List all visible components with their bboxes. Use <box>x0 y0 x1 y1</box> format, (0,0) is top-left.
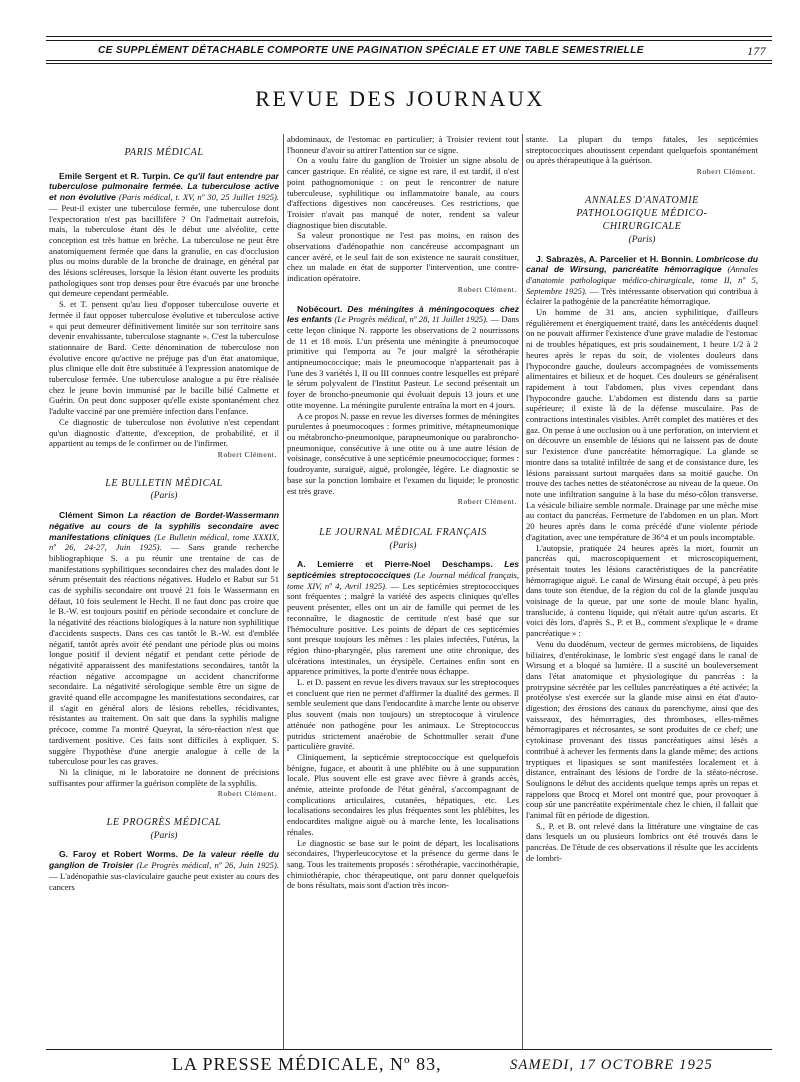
article-authors: Emile Sergent et R. Turpin. <box>59 170 171 181</box>
article-title: La réaction de Bordet-Wassermann négative au cours de la syphilis secondaire avec manifestations cliniques <box>49 510 279 542</box>
article-title: Lombricose du canal de Wirsung, pancréatite hémorragique <box>526 253 758 275</box>
journal-heading: ANNALES D'ANATOMIE PATHOLOGIQUE MÉDICO-CHIRURGICALE <box>576 194 708 232</box>
journal-city: (Paris) <box>150 491 178 502</box>
article-paragraph: S., P. et B. ont relevé dans la littérature une vingtaine de cas dans lesquels un ou plusieurs lombrics ont été trouvés dans le pancréas. De l'étude de ces observations il résulte que les accidents de lombri- <box>526 820 758 863</box>
article-paragraph: Venu du duodénum, vecteur de germes microbiens, de liquides biliaires, d'entérokinase, le lombric s'est engagé dans le canal de Wirsung et a bloqué sa lumière. Il a suscité un bouleversement dans l'état anatomique et physiologique du pancréas : la protrypsine sécrétée par les cellules pancréatiques a été activée; la protéolyse s'est exercée sur la glande mise ainsi en état d'auto-digestion; des érosions des canaux du parenchyme, ainsi que des vaisseaux, des hémorragies, des thromboses, elles-mêmes hémorragipares et nécrosantes, se sont produites de ce chef; une cytokinase provenant des tissus pancréatiques ainsi lésés a contribué à achever les ferments dans la glande même; des actions tryptiques et lipasiques se sont manifestées localement et à distance, entraînant des lésions de l'ordre de la stéato-nécrose. Soulignons le début des accidents quelque temps après un repas et rappelons que Brocq et Morel ont montré que, pour provoquer à coup sûr une pancréatite expérimentale chez le chien, il fallait que l'animal fût en période de digestion. <box>526 638 758 821</box>
article-paragraph <box>287 559 519 677</box>
top-rule-3 <box>46 60 772 61</box>
column-1 <box>49 134 279 1054</box>
article-paragraph: On a voulu faire du ganglion de Troisier un signe absolu de cancer gastrique. En réalité, ce signe est rare, il est tardif, il n'est point pathognomonique : on peut le rencontrer de nature tuberculeuse, syphilitique ou inflammatoire banale, au cours d'affections digestives non cancéreuses. Ces restrictions, que Troisier n'avait pas manqué de noter, rendent sa valeur diagnostique bien discutable. <box>287 155 519 230</box>
page-footer <box>48 1054 770 1076</box>
bottom-rule <box>46 1049 772 1050</box>
footer-journal: LA PRESSE MÉDICALE, Nº 83, <box>172 1054 442 1074</box>
article-authors: J. Sabrazès, A. Parcelier et H. Bonnin. <box>536 253 694 264</box>
top-rule-1 <box>46 36 772 37</box>
article-paragraph: S. et T. pensent qu'au lieu d'opposer tuberculose ouverte et fermée il faut opposer tuberculose évolutive et tuberculose active « qui peut demeurer définitivement limitée sur son territoire sans devenir envahissante, tuberculose stagnante ». C'est la tuberculose stationnaire de Bard. Cette dénomination de tuberculose non évolutive encore qu'active ne préjuge pas d'un état anatomique, plus clinique elle doit être substituée à l'expression anatomique de tuberculose fermée. Une tuberculose analogue a pu être réalisée chez le jeune bovin immunisé par le bacille bilié Calmette et Guérin. On peut donc supposer qu'elle existe spontanément chez l'adulte vacciné par une première infection dans l'enfance. <box>49 299 279 417</box>
article-paragraph: Cliniquement, la septicémie streptococcique est quelquefois bénigne, fugace, et aboutit à une phlébite ou à une suppuration locale. Plus souvent elle est grave avec fièvre à grands accès, anémie, atteinte profonde de l'état général, s'accompagnant de complications articulaires, cutanées, hépatiques, etc. Les localisations secondaires les plus fréquentes sont les phlébites, les endocardites maligne aiguë ou à marche lente, les localisations rénales. <box>287 751 519 837</box>
article-text: — Très intéressante observation qui contribua à éclairer la pathogénie de la pancréatite hémorragique. <box>526 285 758 307</box>
supplement-notice-bar <box>48 45 770 59</box>
column-2 <box>287 134 519 1054</box>
article-authors: Nobécourt. <box>297 303 343 314</box>
supplement-notice: CE SUPPLÉMENT DÉTACHABLE COMPORTE UNE PAGINATION SPÉCIALE ET UNE TABLE SEMESTRIELLE <box>98 45 644 56</box>
article-text: — Les septicémies streptococciques sont fréquentes ; malgré la variété des aspects cliniques qu'elles peuvent présenter, elles ont un air de famille qui permet de les reconnaître, le diagnostic de certitude n'est basé que sur l'hémoculture positive. Les points de départ de ces septicémies sont presque toujours les mêmes : les plaies infectées, l'utérus, la région rhino-pharyngée, plus rarement une otite chronique, des ulcérations intestinales, un érysipèle. Certaines enfin sont en apparence primitives, la porte d'entrée nous échappe. <box>287 580 519 677</box>
article-paragraph <box>49 849 279 892</box>
article-signature: Robert Clément. <box>696 167 756 177</box>
article-paragraph: Le diagnostic se base sur le point de départ, les localisations secondaires, l'hyperleucocytose et la présence du germe dans le sang. Tous les traitements proposés : sérothérapie, vaccinothérapie, chimiothérapie, choc thérapeutique, ont paru donner quelquefois de bons résultats, mais sont d'action très incon- <box>287 837 519 891</box>
article-paragraph: Sa valeur pronostique ne l'est pas moins, en raison des observations d'adénopathie non cancéreuse accompagnant un cancer avéré, et le seul fait de son existence ne saurait constituer, chez un malade en état de supporter l'intervention, une contre-indication opératoire. <box>287 230 519 284</box>
column-3 <box>526 134 758 1054</box>
journal-heading: LE BULLETIN MÉDICAL <box>105 477 223 489</box>
article-paragraph: stante. La plupart du temps fatales, les septicémies streptococciques aboutissent cependant quelquefois spontanément ou après thérapeutique à la guérison. <box>526 134 758 166</box>
article-paragraph: Ni la clinique, ni le laboratoire ne donnent de précisions suffisantes pour affirmer la guérison complète de la syphilis. <box>49 766 279 788</box>
article-paragraph <box>526 254 758 308</box>
article-paragraph: L'autopsie, pratiquée 24 heures après la mort, fournit un pancréas qui, macroscopiquement et microscopiquement, présentait toutes les lésions caractéristiques de la pancréatite hémorragique aiguë. Le canal de Wirsung était occupé, à peu près dans toute son étendue, de la région du col de la glande jusqu'au voisinage de la queue, par une sorte de moule blanc hyalin, translucide, à contenu liquide, qui n'était autre qu'un ascaris. Et voici dès lors, d'après S., P. et B., comment s'explique le « drame pancréatique » : <box>526 542 758 639</box>
article-authors: Clément Simon <box>59 510 124 521</box>
article-title: Ce qu'il faut entendre par tuberculose pulmonaire fermée. La tuberculose active et non évolutive <box>49 170 279 203</box>
article-text: — Peut-il exister une tuberculose fermée, une tuberculose dont l'expectoration n'est pas bacillifère ? On l'admettait autrefois, mais, la tuberculose étant dès le début une alvéolite, cette conception est très battue en brèche. La tuberculose ne peut être anatomiquement fermée que dans la granulie, en cas d'occlusion plus ou moins durable de la bronche de drainage, en général par des lésions scléreuses, lorsque la lésion étant ouverte les produits pathologiques sont trop denses pour être évacués par une bronche qui demeure cependant perméable. <box>49 202 279 299</box>
article-title: Des méningites à méningocoques chez les enfants <box>287 303 519 325</box>
article-signature: Robert Clément. <box>217 449 277 459</box>
article-paragraph: Ce diagnostic de tuberculose non évolutive n'est cependant qu'un diagnostic d'attente, d'exception, de probabilité, et il appartient au temps de le confirmer ou de l'infirmer. <box>49 416 279 449</box>
article-paragraph <box>287 304 519 411</box>
article-source: (Annales d'anatomie pathologique médico-chirurgicale, tome II, nº 5, Septembre 1925). <box>526 264 758 296</box>
article-source: (Le Progrès médical, nº 28, 11 Juillet 1925). <box>334 314 489 325</box>
article-source: (Le Progrès médical, nº 26, Juin 1925). <box>136 860 279 871</box>
article-authors: G. Faroy et Robert Worms. <box>59 849 178 860</box>
article-signature: Robert Clément. <box>457 497 517 507</box>
article-signature: Robert Clément. <box>457 284 517 294</box>
article-title: De la valeur réelle du ganglion de Troisier <box>49 849 279 871</box>
article-source: (Paris médical, t. XV, nº 30, 25 Juillet 1925). <box>118 192 279 203</box>
article-paragraph: A ce propos N. passe en revue les diverses formes de méningites purulentes à pneumocoques : formes primitive, métapneumonique ou métabroncho-pneumonique, parapneumonique ou parabroncho-pneumonique, consécutive à une otite ou à une autre lésion de voisinage, consécutive à une septicémie pneumococcique; formes : foudroyante, suraiguë, aiguë, prolongée, légère. Le diagnostic se base sur la ponction lombaire et l'examen du liquide; le pronostic est très grave. <box>287 410 519 496</box>
page-number: 177 <box>747 44 766 58</box>
article-paragraph: Un homme de 31 ans, ancien syphilitique, d'ailleurs régulièrement et énergiquement traité, dans les antécédents duquel on ne pouvait affirmer l'existence d'une grave maladie de l'estomac ni de troubles hépatiques, est pris soudainement, 1 heure 1/2 à 2 heures après le repas du soir, de violentes douleurs dans l'hypocondre gauche, douleurs accompagnées de vomissements alimentaires et bilieux et de hoquet. Ces douleurs se généralisent rapidement à tout l'abdomen, plus vives cependant dans l'hypocondre gauche. L'abdomen est distendu dans sa partie supérieure; il existe là de la défense musculaire. Pas de contractions intestinales visibles. Arrêt complet des matières et des gaz. On pense à une occlusion ou à une perforation, on intervient et on découvre un ensemble de lésions qui ne laissent pas de doute sur l'existence d'une pancréatite hémorragique. La glande se montre dans sa totalité infiltrée de sang et de consistance dure, les lésions paraissant surtout marquées dans sa moitié gauche. On trouve des taches nettes de stéatonécrose au niveau de la queue. On note une infiltration sanguine à la base du méso-côlon transverse. La vésicule biliaire semble normale. Drainage par une mèche mise au contact du pancréas. Fermeture de l'abdomen en un plan. Mort 20 heures après dans le coma précédé d'une violente période d'agitation, avec une température de 36°4 et un pouls incomptable. <box>526 307 758 542</box>
footer-date: SAMEDI, 17 OCTOBRE 1925 <box>510 1057 713 1073</box>
column-divider-2 <box>522 134 523 1050</box>
article-text: — Dans cette leçon clinique N. rapporte les observations de 2 nourrissons de 11 et 18 mois. L'un présenta une méningite à pneumocoque primitive qui l'emporta au 7e jour malgré la sérothérapie antipneumococcique; mais le pneumocoque n'appartenait pas à l'une des 3 variétés I, II ou III connues contre lesquelles est préparé le sérum polyvalent de l'Institut Pasteur. Le second présentait un foyer de broncho-pneumonie qui évoluait depuis 13 jours et une otite moyenne. La méningite purulente entraîna la mort en 4 jours. <box>287 314 519 410</box>
top-rule-2 <box>46 40 772 41</box>
article-paragraph <box>49 510 279 767</box>
journal-heading: LE PROGRÈS MÉDICAL <box>106 817 222 829</box>
section-title: REVUE DES JOURNAUX <box>255 86 545 111</box>
article-paragraph <box>49 171 279 299</box>
article-authors: A. Lemierre et Pierre-Noel Deschamps. <box>297 559 493 570</box>
article-text: — L'adénopathie sus-claviculaire gauche peut exister au cours des cancers <box>49 870 279 892</box>
column-divider-1 <box>283 134 284 1050</box>
article-signature: Robert Clément. <box>217 789 277 799</box>
article-source: (Le Bulletin médical, tome XXXIX, nº 26, 24-27, Juin 1925). <box>49 531 279 553</box>
article-paragraph: abdominaux, de l'estomac en particulier; à Troisier revient tout l'honneur d'avoir su attirer l'attention sur ce signe. <box>287 134 519 155</box>
article-paragraph: L. et D. passent en revue les divers travaux sur les streptocoques et concluent que rien ne permet d'affirmer la dualité des germes. Il semble seulement que dans l'endocardite à marche lente ou observe plus souvent (mais non toujours) un streptocoque à virulence atténuée non pathogène pour les animaux. Le Streptococcus putridus strictement anaérobie de Schottmuller serait d'une particulière gravité. <box>287 677 519 752</box>
journal-heading: LE JOURNAL MÉDICAL FRANÇAIS <box>319 526 487 538</box>
journal-heading: PARIS MÉDICAL <box>124 147 204 158</box>
journal-city: (Paris) <box>389 540 417 551</box>
article-text: — Sans grande recherche bibliographique S. a pu réunir une trentaine de cas de manifestations syphilitiques secondaires chez des malades dont le sérum présentait des réactions négatives. Hudelo et Rabut sur 51 cas de syphilis secondaire ont trouvé 21 fois le Wassermann en défaut, 10 fois seulement le Hecht. Il ne faut donc pas croire que le B.-W. est toujours positif en période secondaire et conclure de la négativité des réactions biologiques à la nature non syphilitique d'accidents suspects. Dans ces cas tantôt le B.-W. est d'emblée négatif, tantôt après avoir été pendant une période plus ou moins longue positif il devient négatif et pendant cette période de négativité apparaissent des manifestations secondaires, tantôt la réaction négative accompagne un accident chancriforme secondaire. La négativité sérologique semble être un signe de gravité quand elle accompagne les manifestations secondaires, car il s'agit en général alors de lésions rebelles, récidivantes, résistantes au traitement. On sait que dans la syphilis maligne précoce, comme l'a montré Queyrat, la séro-réaction n'est que tardivement positive. Ces faits sont difficiles à expliquer. S. suggère l'hypothèse d'une anergie analogue à celle de la tuberculose pour les cas graves. <box>49 542 279 767</box>
journal-city: (Paris) <box>150 830 178 841</box>
journal-city: (Paris) <box>628 234 656 245</box>
top-rule-4 <box>46 63 772 64</box>
article-title: Les septicémies streptococciques <box>287 559 519 581</box>
article-source: (Le Journal médical français, tome XIV, nº 4, Avril 1925). <box>287 570 519 591</box>
